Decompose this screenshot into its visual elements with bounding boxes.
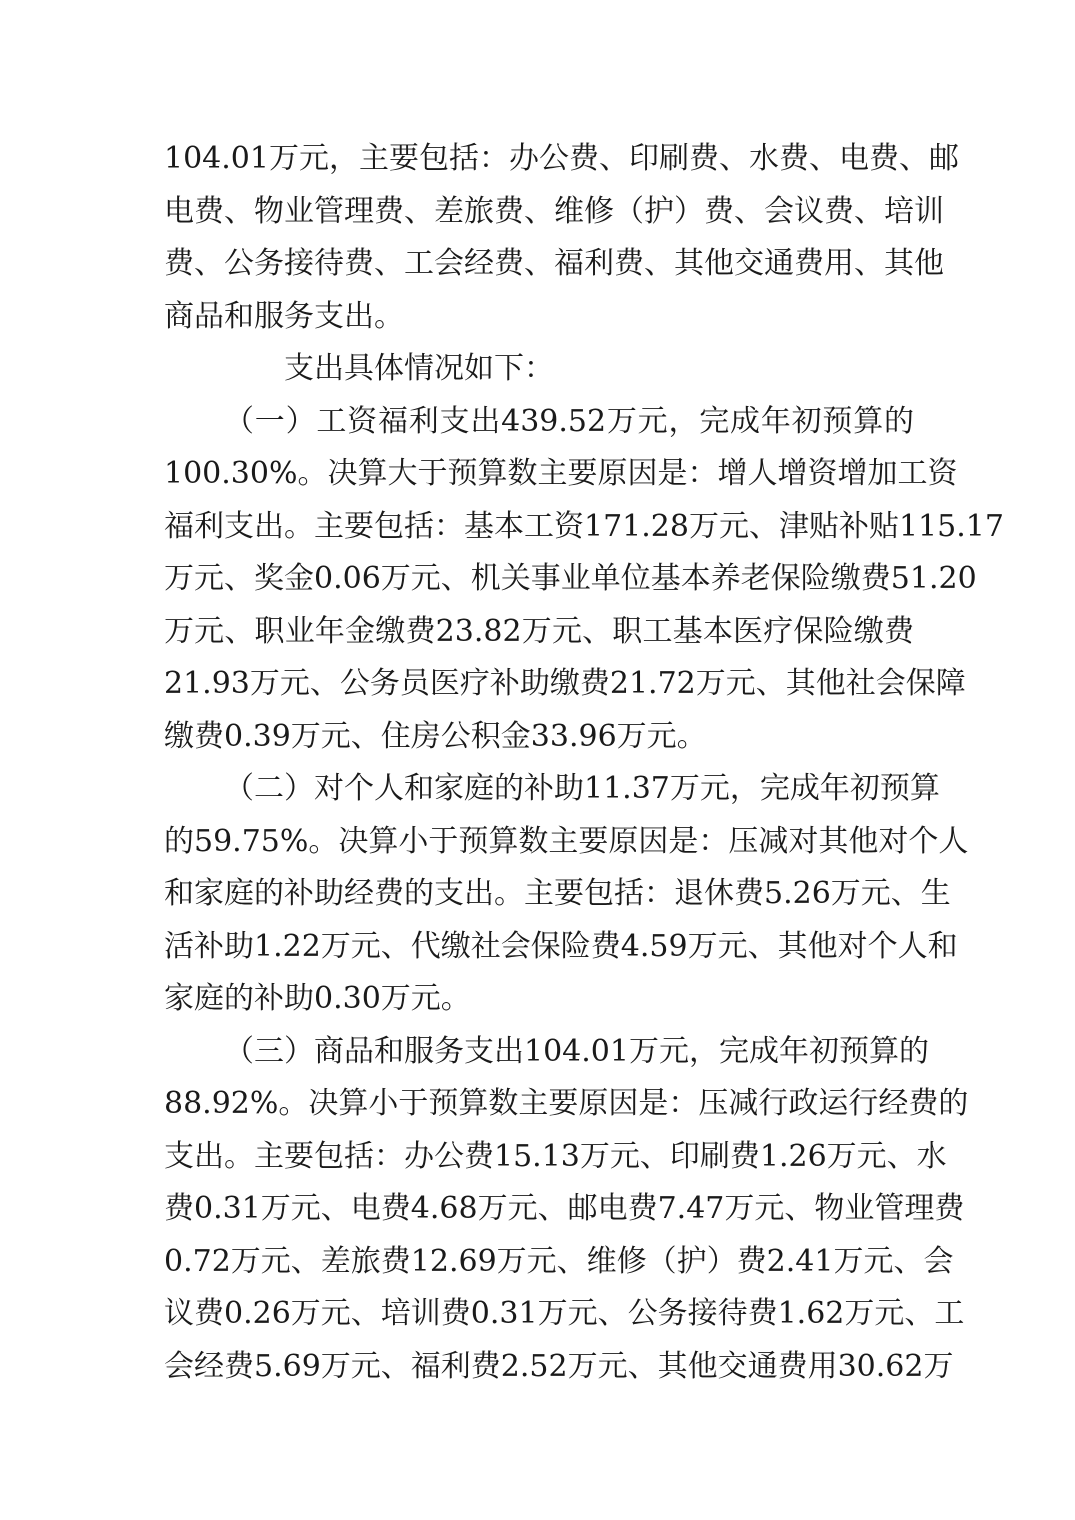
document-page	[164, 133, 1004, 1393]
text-line: 万元、职业年金缴费23.82万元、职工基本医疗保险缴费	[164, 613, 914, 649]
paragraph-continuation	[164, 133, 959, 343]
text-line: 104.01万元，主要包括：办公费、印刷费、水费、电费、邮	[164, 141, 959, 176]
text-line: 支出具体情况如下：	[284, 351, 554, 386]
text-line: 21.93万元、公务员医疗补助缴费21.72万元、其他社会保障	[164, 666, 966, 701]
text-line: 88.92%。决算小于预算数主要原因是：压减行政运行经费的	[164, 1086, 969, 1121]
text-line: 费0.31万元、电费4.68万元、邮电费7.47万元、物业管理费	[164, 1191, 965, 1226]
text-line: 议费0.26万元、培训费0.31万元、公务接待费1.62万元、工	[164, 1296, 965, 1331]
text-line: 会经费5.69万元、福利费2.52万元、其他交通费用30.62万	[164, 1348, 954, 1384]
paragraph-section-3	[164, 1026, 969, 1394]
text-line: 商品和服务支出。	[164, 298, 404, 334]
text-line: 0.72万元、差旅费12.69万元、维修（护）费2.41万元、会	[164, 1243, 954, 1279]
text-line: 100.30%。决算大于预算数主要原因是：增人增资增加工资	[164, 456, 958, 491]
text-line: （一）工资福利支出439.52万元，完成年初预算的	[224, 403, 914, 439]
text-line: 的59.75%。决算小于预算数主要原因是：压减对其他对个人	[164, 823, 969, 859]
paragraph-section-2	[164, 763, 969, 1026]
paragraph-section-1	[164, 396, 1004, 764]
text-line: 福利支出。主要包括：基本工资171.28万元、津贴补贴115.17	[164, 508, 1004, 544]
text-line: 和家庭的补助经费的支出。主要包括：退休费5.26万元、生	[164, 876, 951, 911]
text-line: （三）商品和服务支出104.01万元，完成年初预算的	[224, 1033, 929, 1069]
text-line: （二）对个人和家庭的补助11.37万元，完成年初预算	[224, 771, 940, 806]
text-line: 缴费0.39万元、住房公积金33.96万元。	[164, 718, 707, 754]
text-line: 活补助1.22万元、代缴社会保险费4.59万元、其他对个人和	[164, 928, 958, 964]
text-line: 支出。主要包括：办公费15.13万元、印刷费1.26万元、水	[164, 1138, 947, 1174]
text-line: 家庭的补助0.30万元。	[164, 981, 471, 1016]
paragraph-intro	[164, 343, 914, 396]
text-line: 电费、物业管理费、差旅费、维修（护）费、会议费、培训	[164, 193, 944, 229]
text-line: 万元、奖金0.06万元、机关事业单位基本养老保险缴费51.20	[164, 561, 977, 596]
text-line: 费、公务接待费、工会经费、福利费、其他交通费用、其他	[164, 246, 944, 281]
